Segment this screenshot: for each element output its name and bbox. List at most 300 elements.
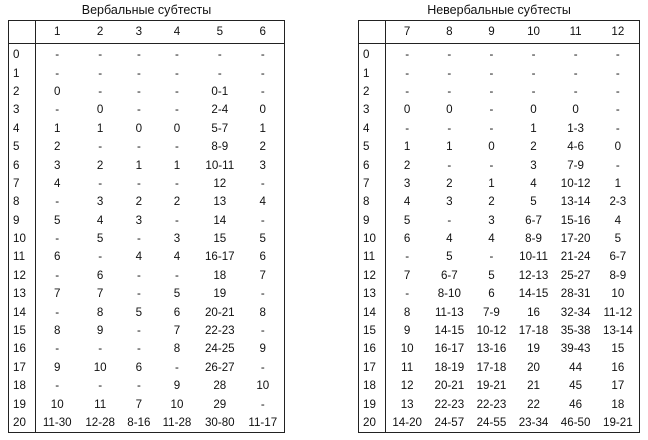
nonverbal-table-cell: 15 bbox=[611, 342, 625, 356]
verbal-row-label: 18 bbox=[9, 377, 36, 395]
nonverbal-table-cell: 1 bbox=[614, 176, 622, 190]
nonverbal-row-label: 8 bbox=[359, 193, 386, 211]
nonverbal-table-row bbox=[359, 340, 640, 358]
verbal-table-cell: - bbox=[98, 48, 103, 62]
verbal-table-row bbox=[9, 212, 285, 230]
verbal-table-cell: - bbox=[175, 103, 179, 117]
nonverbal-table-cell: 2 bbox=[446, 176, 453, 190]
verbal-table-cell: - bbox=[55, 379, 60, 393]
verbal-table-cell: - bbox=[55, 66, 60, 80]
verbal-column-header: 4 bbox=[156, 21, 198, 44]
nonverbal-table-cell: 5 bbox=[403, 213, 411, 227]
nonverbal-subtests-table bbox=[358, 20, 640, 433]
verbal-row-label: 11 bbox=[9, 248, 36, 266]
nonverbal-table-cell: 22-23 bbox=[434, 397, 465, 411]
verbal-table-cell: 7 bbox=[259, 268, 266, 282]
nonverbal-row-label: 13 bbox=[359, 285, 386, 303]
verbal-table-cell: 18 bbox=[213, 268, 227, 282]
verbal-row-label: 17 bbox=[9, 359, 36, 377]
nonverbal-row-label: 12 bbox=[359, 267, 386, 285]
nonverbal-table-cell: 7-9 bbox=[567, 158, 584, 172]
nonverbal-table-cell: 35-38 bbox=[560, 324, 591, 338]
nonverbal-table-cell: 15-16 bbox=[560, 213, 591, 227]
nonverbal-table-cell: 11-12 bbox=[603, 305, 633, 319]
nonverbal-table-cell: 25-27 bbox=[560, 268, 591, 282]
verbal-table-cell: 6 bbox=[259, 250, 266, 264]
verbal-table-cell: - bbox=[260, 66, 265, 80]
nonverbal-row-label: 4 bbox=[359, 120, 386, 138]
verbal-column-header: 1 bbox=[36, 21, 79, 44]
nonverbal-table-cell: 17 bbox=[611, 379, 625, 393]
verbal-table-cell: - bbox=[136, 140, 141, 154]
verbal-table-cell: 7 bbox=[96, 287, 104, 301]
nonverbal-table-row bbox=[359, 322, 640, 340]
nonverbal-table-cell: - bbox=[405, 121, 410, 135]
nonverbal-table-cell: 0 bbox=[488, 140, 495, 154]
nonverbal-table-cell: 10-12 bbox=[560, 176, 591, 190]
nonverbal-table-cell: 2 bbox=[530, 140, 537, 154]
nonverbal-table-cell: 14-15 bbox=[518, 287, 549, 301]
verbal-table-cell: - bbox=[98, 66, 103, 80]
nonverbal-table-cell: - bbox=[489, 250, 494, 264]
nonverbal-table-cell: 18 bbox=[611, 397, 625, 411]
verbal-row-label: 10 bbox=[9, 230, 36, 248]
verbal-table-cell: 3 bbox=[135, 213, 143, 227]
nonverbal-table-row bbox=[359, 175, 640, 193]
verbal-table-cell: 26-27 bbox=[204, 360, 235, 374]
nonverbal-table-cell: - bbox=[531, 66, 536, 80]
nonverbal-table-cell: 16 bbox=[527, 305, 540, 319]
verbal-table-cell: - bbox=[136, 48, 141, 62]
nonverbal-table-cell: 18-19 bbox=[434, 360, 465, 374]
verbal-table-cell: 11-30 bbox=[42, 416, 72, 429]
verbal-table-cell: - bbox=[260, 360, 265, 374]
nonverbal-table-cell: - bbox=[447, 84, 452, 98]
nonverbal-table-cell: - bbox=[531, 48, 536, 62]
nonverbal-table-cell: 14-20 bbox=[392, 416, 422, 429]
nonverbal-subtests-title: Невербальные субтесты bbox=[427, 3, 571, 17]
nonverbal-table-cell: 1-3 bbox=[567, 121, 584, 135]
verbal-table-cell: 4 bbox=[96, 213, 104, 227]
nonverbal-table-cell: 6 bbox=[488, 287, 495, 301]
verbal-table-row bbox=[9, 230, 285, 248]
nonverbal-table-cell: 24-57 bbox=[434, 416, 465, 429]
nonverbal-table-cell: 46 bbox=[569, 397, 583, 411]
verbal-table-cell: 2-4 bbox=[211, 103, 229, 117]
verbal-table-cell: 1 bbox=[53, 121, 61, 135]
nonverbal-table-cell: 13-16 bbox=[476, 342, 507, 356]
nonverbal-table-cell: 0 bbox=[614, 140, 622, 154]
verbal-row-label: 6 bbox=[9, 156, 36, 174]
nonverbal-table-cell: 10-11 bbox=[519, 250, 548, 264]
nonverbal-table-cell: 10 bbox=[400, 342, 414, 356]
verbal-table-cell: 10 bbox=[93, 360, 107, 374]
verbal-table-cell: - bbox=[136, 84, 141, 98]
verbal-table-row bbox=[9, 44, 285, 65]
verbal-column-header: 2 bbox=[78, 21, 121, 44]
verbal-table-row bbox=[9, 83, 285, 101]
nonverbal-table-cell: 6-7 bbox=[525, 213, 542, 227]
verbal-table-row bbox=[9, 64, 285, 82]
verbal-table-cell: 9 bbox=[53, 360, 61, 374]
nonverbal-table-cell: 4-6 bbox=[567, 140, 584, 154]
verbal-table-cell: 16-17 bbox=[204, 250, 235, 264]
nonverbal-table-cell: - bbox=[573, 84, 578, 98]
verbal-table-cell: 8 bbox=[53, 324, 61, 338]
nonverbal-table-row bbox=[359, 64, 640, 82]
verbal-table-cell: 1 bbox=[173, 158, 181, 172]
nonverbal-table-cell: 7 bbox=[403, 268, 411, 282]
nonverbal-table-body bbox=[359, 44, 640, 433]
nonverbal-table-cell: - bbox=[573, 48, 578, 62]
nonverbal-table-row bbox=[359, 359, 640, 377]
nonverbal-table-cell: 7-9 bbox=[483, 305, 500, 319]
nonverbal-table-cell: - bbox=[531, 84, 536, 98]
verbal-table-cell: 9 bbox=[96, 324, 104, 338]
nonverbal-table-row bbox=[359, 193, 640, 211]
verbal-table-cell: 7 bbox=[173, 324, 181, 338]
verbal-table-cell: 2 bbox=[259, 140, 266, 154]
verbal-table-cell: - bbox=[55, 195, 60, 209]
verbal-table-cell: - bbox=[55, 342, 60, 356]
nonverbal-table-cell: 45 bbox=[569, 379, 583, 393]
verbal-table-cell: - bbox=[136, 379, 141, 393]
nonverbal-column-header: 9 bbox=[470, 21, 512, 44]
nonverbal-table-cell: 39-43 bbox=[560, 342, 591, 356]
nonverbal-column-header: 7 bbox=[386, 21, 429, 44]
nonverbal-table-row bbox=[359, 285, 640, 303]
verbal-table-cell: - bbox=[217, 48, 222, 62]
nonverbal-table-cell: 3 bbox=[403, 176, 411, 190]
verbal-column-header: 3 bbox=[122, 21, 156, 44]
nonverbal-table-cell: - bbox=[615, 66, 620, 80]
nonverbal-table-cell: 9 bbox=[403, 324, 411, 338]
verbal-table-row bbox=[9, 414, 285, 433]
nonverbal-table-cell: 22 bbox=[527, 397, 540, 411]
nonverbal-table-cell: 46-50 bbox=[560, 416, 591, 429]
nonverbal-table-row bbox=[359, 212, 640, 230]
nonverbal-table-cell: - bbox=[447, 121, 452, 135]
nonverbal-table-cell: 5 bbox=[614, 232, 622, 246]
nonverbal-table-cell: - bbox=[405, 287, 410, 301]
verbal-table-cell: 5 bbox=[53, 213, 61, 227]
nonverbal-table-cell: 8-10 bbox=[437, 287, 461, 301]
nonverbal-table-cell: 13-14 bbox=[603, 324, 633, 338]
nonverbal-table-cell: - bbox=[447, 158, 452, 172]
verbal-table-cell: 7 bbox=[135, 397, 143, 411]
verbal-table-cell: - bbox=[260, 176, 265, 190]
nonverbal-column-header: 11 bbox=[555, 21, 597, 44]
verbal-table-row bbox=[9, 101, 285, 119]
nonverbal-table-row bbox=[359, 230, 640, 248]
nonverbal-table-cell: - bbox=[405, 48, 410, 62]
nonverbal-table-cell: 3 bbox=[530, 158, 537, 172]
verbal-table-cell: - bbox=[98, 84, 103, 98]
verbal-table-cell: 0 bbox=[53, 84, 61, 98]
verbal-table-cell: - bbox=[55, 268, 60, 282]
verbal-table-cell: 1 bbox=[259, 121, 266, 135]
verbal-table-cell: 9 bbox=[259, 342, 266, 356]
nonverbal-column-header: 10 bbox=[512, 21, 554, 44]
verbal-table-row bbox=[9, 175, 285, 193]
verbal-table-row bbox=[9, 267, 285, 285]
verbal-table-cell: 11-17 bbox=[248, 416, 278, 429]
verbal-row-label: 12 bbox=[9, 267, 36, 285]
nonverbal-table-row bbox=[359, 156, 640, 174]
verbal-table-row bbox=[9, 193, 285, 211]
nonverbal-table-cell: 17-18 bbox=[518, 324, 549, 338]
nonverbal-column-header: 8 bbox=[428, 21, 470, 44]
verbal-table-cell: - bbox=[98, 379, 103, 393]
nonverbal-table-cell: 16 bbox=[611, 360, 625, 374]
nonverbal-row-label: 18 bbox=[359, 377, 386, 395]
verbal-table-cell: - bbox=[136, 342, 141, 356]
nonverbal-table-cell: 21-24 bbox=[560, 250, 591, 264]
nonverbal-table-cell: 13 bbox=[400, 397, 414, 411]
verbal-column-header: 5 bbox=[198, 21, 241, 44]
verbal-table-row bbox=[9, 120, 285, 138]
nonverbal-table-cell: - bbox=[405, 66, 410, 80]
nonverbal-table-cell: - bbox=[447, 48, 452, 62]
verbal-table-cell: - bbox=[175, 360, 179, 374]
verbal-table-cell: 6 bbox=[135, 360, 143, 374]
nonverbal-table-cell: 11 bbox=[401, 360, 414, 374]
nonverbal-table-cell: - bbox=[405, 250, 410, 264]
verbal-table-cell: 2 bbox=[96, 158, 104, 172]
verbal-row-label: 4 bbox=[9, 120, 36, 138]
nonverbal-table-cell: - bbox=[489, 121, 494, 135]
verbal-table-cell: - bbox=[260, 48, 265, 62]
verbal-table-cell: - bbox=[175, 84, 179, 98]
verbal-table-cell: 1 bbox=[96, 121, 104, 135]
nonverbal-table-cell: 13-14 bbox=[560, 195, 591, 209]
verbal-table-cell: 0 bbox=[96, 103, 104, 117]
verbal-table-cell: 4 bbox=[135, 250, 143, 264]
verbal-table-cell: 22-23 bbox=[204, 324, 235, 338]
verbal-row-label: 1 bbox=[9, 64, 36, 82]
nonverbal-subtests-block bbox=[358, 0, 640, 433]
nonverbal-table-row bbox=[359, 303, 640, 321]
verbal-table-row bbox=[9, 377, 285, 395]
verbal-row-label: 2 bbox=[9, 83, 36, 101]
nonverbal-table-cell: 4 bbox=[403, 195, 411, 209]
verbal-table-cell: 10 bbox=[256, 379, 270, 393]
verbal-table-cell: 5 bbox=[259, 232, 266, 246]
verbal-table-cell: 5 bbox=[173, 287, 181, 301]
verbal-table-cell: 2 bbox=[173, 195, 181, 209]
verbal-table-cell: - bbox=[260, 397, 265, 411]
nonverbal-row-label: 6 bbox=[359, 156, 386, 174]
verbal-table-cell: 29 bbox=[213, 397, 227, 411]
nonverbal-table-cell: 1 bbox=[446, 140, 453, 154]
verbal-table-cell: 28 bbox=[213, 379, 227, 393]
verbal-table-cell: 15 bbox=[213, 232, 227, 246]
nonverbal-table-cell: 8-9 bbox=[525, 232, 542, 246]
verbal-table-cell: 24-25 bbox=[204, 342, 235, 356]
nonverbal-table-cell: 6 bbox=[403, 232, 411, 246]
nonverbal-row-label: 0 bbox=[359, 44, 386, 65]
nonverbal-table-row bbox=[359, 377, 640, 395]
verbal-table-cell: 8 bbox=[259, 305, 266, 319]
verbal-row-label: 14 bbox=[9, 303, 36, 321]
verbal-table-cell: - bbox=[55, 305, 60, 319]
verbal-table-cell: - bbox=[217, 66, 222, 80]
verbal-table-cell: 5-7 bbox=[211, 121, 229, 135]
verbal-table-row bbox=[9, 248, 285, 266]
nonverbal-table-cell: - bbox=[447, 66, 452, 80]
verbal-corner-cell bbox=[9, 21, 36, 44]
verbal-table-cell: - bbox=[175, 268, 179, 282]
nonverbal-row-label: 2 bbox=[359, 83, 386, 101]
nonverbal-table-cell: 5 bbox=[488, 268, 495, 282]
verbal-table-row bbox=[9, 156, 285, 174]
nonverbal-table-cell: 0 bbox=[530, 103, 537, 117]
nonverbal-table-cell: - bbox=[615, 84, 620, 98]
nonverbal-table-cell: 23-34 bbox=[518, 416, 549, 429]
nonverbal-table-cell: - bbox=[489, 103, 494, 117]
nonverbal-row-label: 11 bbox=[359, 248, 386, 266]
verbal-table-cell: 4 bbox=[259, 195, 266, 209]
verbal-table-cell: 13 bbox=[213, 195, 227, 209]
nonverbal-table-cell: 4 bbox=[530, 176, 537, 190]
nonverbal-table-cell: 6-7 bbox=[440, 268, 458, 282]
verbal-table-cell: 19 bbox=[213, 287, 227, 301]
verbal-row-label: 19 bbox=[9, 395, 36, 413]
nonverbal-row-label: 10 bbox=[359, 230, 386, 248]
nonverbal-column-header: 12 bbox=[597, 21, 640, 44]
nonverbal-header-row bbox=[359, 21, 640, 44]
verbal-table-cell: - bbox=[55, 48, 60, 62]
nonverbal-table-cell: - bbox=[489, 66, 494, 80]
verbal-row-label: 15 bbox=[9, 322, 36, 340]
verbal-table-cell: - bbox=[98, 176, 103, 190]
verbal-table-cell: 0 bbox=[259, 103, 266, 117]
nonverbal-table-cell: 1 bbox=[488, 176, 495, 190]
verbal-table-row bbox=[9, 340, 285, 358]
nonverbal-row-label: 19 bbox=[359, 395, 386, 413]
verbal-table-cell: 8 bbox=[96, 305, 104, 319]
nonverbal-table-cell: 8-9 bbox=[609, 268, 627, 282]
nonverbal-table-row bbox=[359, 101, 640, 119]
nonverbal-row-label: 7 bbox=[359, 175, 386, 193]
verbal-table-cell: - bbox=[260, 213, 265, 227]
nonverbal-row-label: 9 bbox=[359, 212, 386, 230]
nonverbal-table-cell: 32-34 bbox=[560, 305, 591, 319]
nonverbal-table-cell: 20-21 bbox=[434, 379, 465, 393]
nonverbal-table-cell: 3 bbox=[488, 213, 495, 227]
verbal-table-row bbox=[9, 395, 285, 413]
nonverbal-row-label: 1 bbox=[359, 64, 386, 82]
verbal-table-cell: 11 bbox=[94, 397, 107, 411]
nonverbal-row-label: 3 bbox=[359, 101, 386, 119]
nonverbal-corner-cell bbox=[359, 21, 386, 44]
nonverbal-table-cell: 19-21 bbox=[476, 379, 507, 393]
verbal-row-label: 13 bbox=[9, 285, 36, 303]
verbal-table-cell: 12 bbox=[213, 176, 227, 190]
nonverbal-row-label: 15 bbox=[359, 322, 386, 340]
verbal-table-cell: - bbox=[175, 213, 179, 227]
nonverbal-table-cell: - bbox=[489, 84, 494, 98]
verbal-table-cell: 6 bbox=[53, 250, 61, 264]
nonverbal-table-row bbox=[359, 395, 640, 413]
nonverbal-table-cell: 4 bbox=[446, 232, 453, 246]
nonverbal-table-cell: - bbox=[615, 158, 620, 172]
verbal-table-cell: 3 bbox=[96, 195, 104, 209]
verbal-subtests-title: Вербальные субтесты bbox=[81, 3, 212, 17]
verbal-header-row bbox=[9, 21, 285, 44]
verbal-table-cell: 20-21 bbox=[204, 305, 235, 319]
verbal-table-row bbox=[9, 285, 285, 303]
verbal-table-cell: - bbox=[175, 140, 179, 154]
verbal-table-cell: 14 bbox=[213, 213, 227, 227]
nonverbal-table-row bbox=[359, 83, 640, 101]
nonverbal-table-row bbox=[359, 248, 640, 266]
verbal-table-cell: - bbox=[260, 287, 265, 301]
nonverbal-row-label: 20 bbox=[359, 414, 386, 433]
nonverbal-table-cell: 17-18 bbox=[476, 360, 507, 374]
nonverbal-table-row bbox=[359, 138, 640, 156]
nonverbal-table-cell: 10 bbox=[611, 287, 625, 301]
verbal-row-label: 3 bbox=[9, 101, 36, 119]
verbal-table-cell: 3 bbox=[53, 158, 61, 172]
verbal-table-cell: 7 bbox=[53, 287, 61, 301]
verbal-column-header: 6 bbox=[242, 21, 285, 44]
verbal-table-cell: 3 bbox=[173, 232, 181, 246]
verbal-table-cell: 5 bbox=[96, 232, 104, 246]
verbal-subtests-table bbox=[8, 20, 285, 433]
nonverbal-table-cell: 4 bbox=[614, 213, 622, 227]
verbal-table-cell: 8 bbox=[173, 342, 181, 356]
verbal-table-cell: - bbox=[175, 66, 179, 80]
verbal-table-cell: 5 bbox=[135, 305, 143, 319]
nonverbal-table-cell: - bbox=[615, 103, 620, 117]
nonverbal-table-cell: 8 bbox=[403, 305, 411, 319]
nonverbal-row-label: 14 bbox=[359, 303, 386, 321]
nonverbal-table-cell: 1 bbox=[403, 140, 411, 154]
nonverbal-table-cell: 19-21 bbox=[603, 416, 633, 429]
verbal-table-cell: - bbox=[136, 232, 141, 246]
nonverbal-table-cell: 6-7 bbox=[609, 250, 627, 264]
verbal-table-cell: 10 bbox=[170, 397, 184, 411]
nonverbal-row-label: 5 bbox=[359, 138, 386, 156]
nonverbal-table-cell: 1 bbox=[530, 121, 537, 135]
verbal-row-label: 8 bbox=[9, 193, 36, 211]
verbal-table-cell: - bbox=[136, 66, 141, 80]
verbal-table-cell: - bbox=[175, 48, 179, 62]
verbal-table-row bbox=[9, 322, 285, 340]
verbal-table-body bbox=[9, 44, 285, 433]
nonverbal-table-cell: 28-31 bbox=[560, 287, 591, 301]
verbal-table-cell: 0-1 bbox=[211, 84, 229, 98]
nonverbal-table-cell: 20 bbox=[527, 360, 540, 374]
verbal-table-cell: 10-11 bbox=[205, 158, 235, 172]
nonverbal-row-label: 16 bbox=[359, 340, 386, 358]
nonverbal-table-cell: 3 bbox=[446, 195, 453, 209]
verbal-table-cell: - bbox=[98, 250, 103, 264]
nonverbal-table-cell: 2 bbox=[403, 158, 411, 172]
verbal-table-cell: 6 bbox=[96, 268, 104, 282]
nonverbal-table-cell: 11-13 bbox=[434, 305, 464, 319]
verbal-table-cell: 0 bbox=[173, 121, 181, 135]
nonverbal-table-cell: 44 bbox=[569, 360, 583, 374]
nonverbal-row-label: 17 bbox=[359, 359, 386, 377]
verbal-table-cell: - bbox=[136, 324, 141, 338]
verbal-table-cell: 2 bbox=[135, 195, 143, 209]
nonverbal-table-cell: 16-17 bbox=[434, 342, 465, 356]
verbal-table-cell: 9 bbox=[173, 379, 181, 393]
nonverbal-table-cell: 5 bbox=[530, 195, 537, 209]
nonverbal-table-row bbox=[359, 414, 640, 433]
